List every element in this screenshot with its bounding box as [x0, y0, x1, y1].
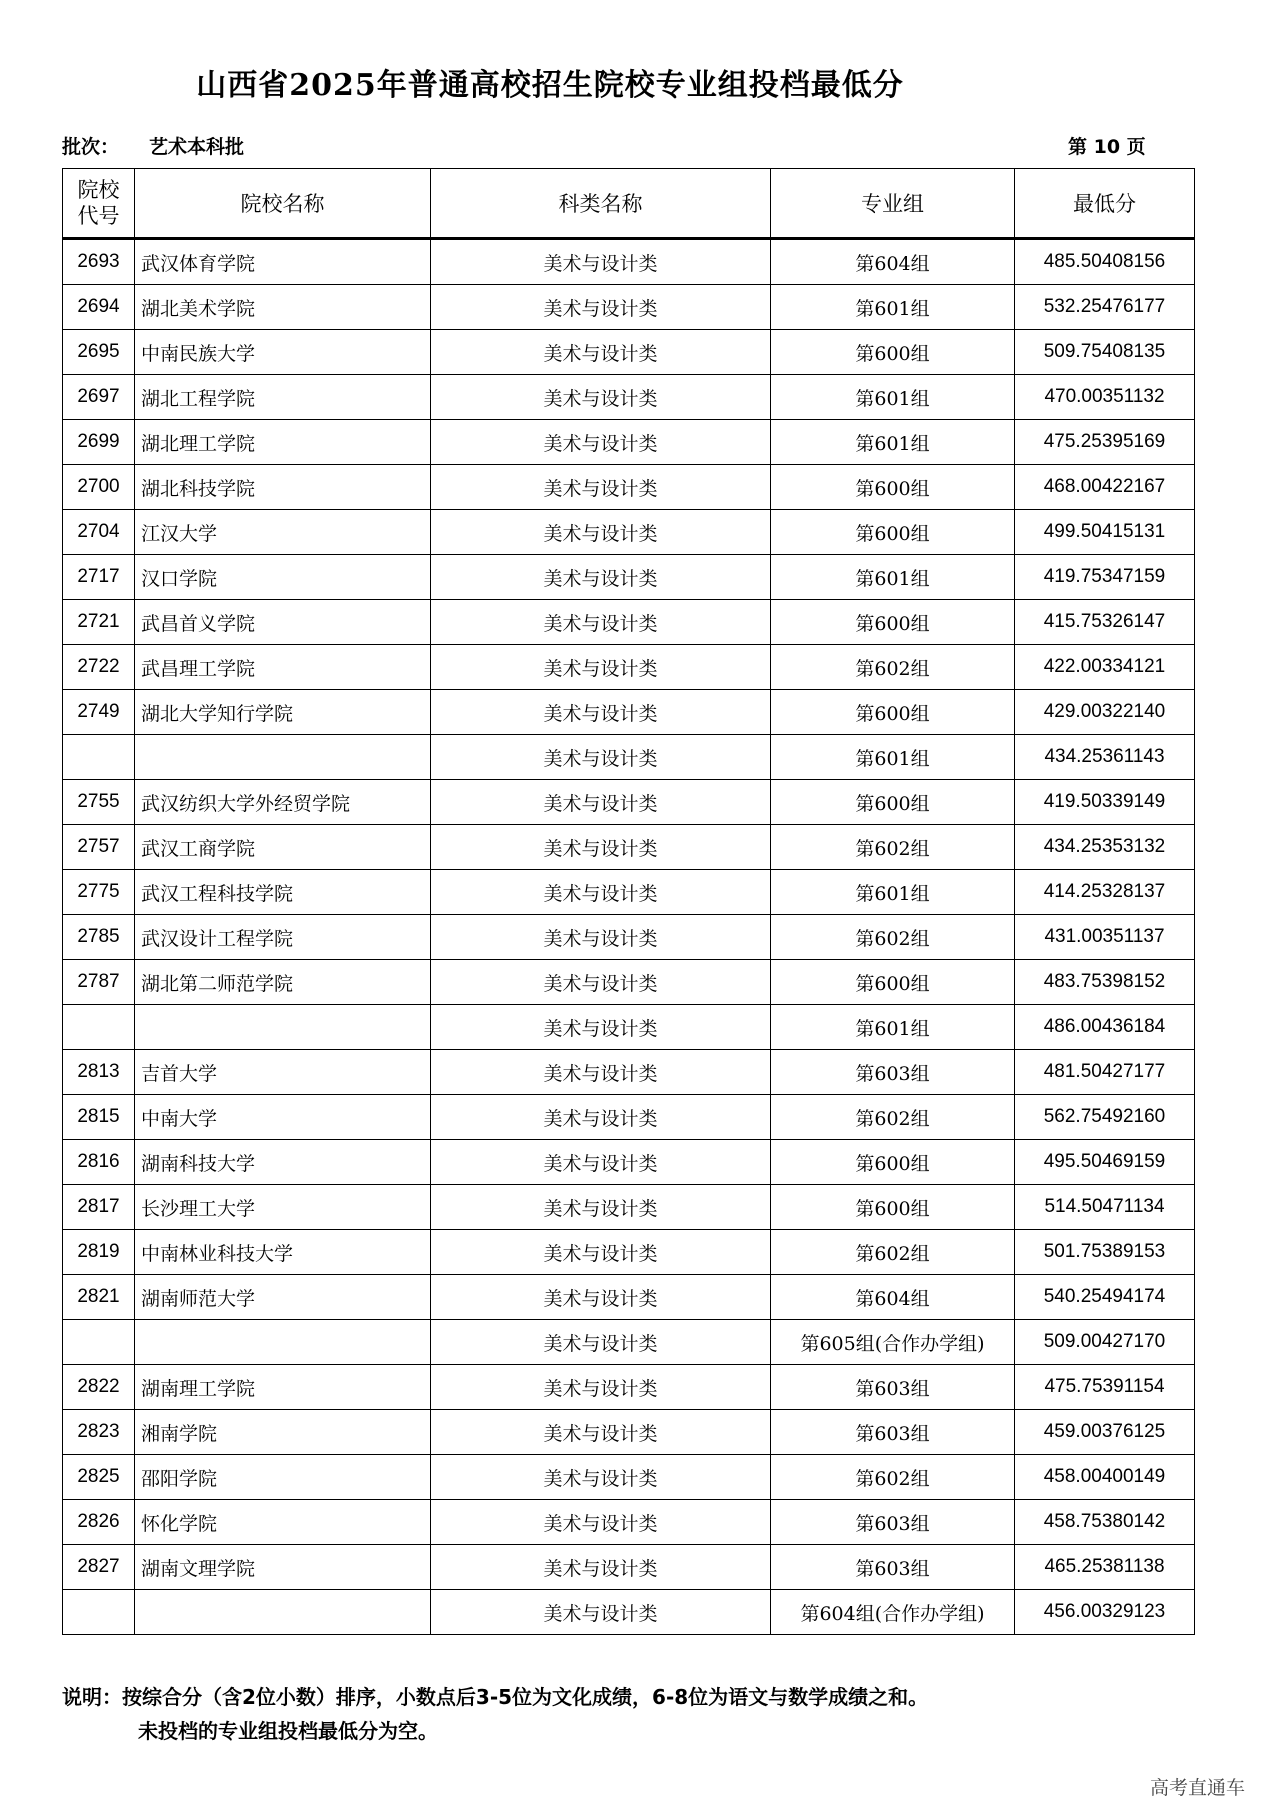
cell-code	[63, 735, 135, 780]
cell-min-score: 456.00329123	[1015, 1590, 1195, 1635]
cell-school-name	[135, 1590, 431, 1635]
table-row	[63, 960, 1195, 1005]
cell-code: 2693	[63, 239, 135, 285]
cell-code: 2704	[63, 510, 135, 555]
cell-min-score: 485.50408156	[1015, 239, 1195, 285]
cell-school-name: 湖北科技学院	[135, 465, 431, 510]
cell-school-name: 江汉大学	[135, 510, 431, 555]
table-row	[63, 1455, 1195, 1500]
cell-group: 第601组	[771, 870, 1015, 915]
cell-group: 第600组	[771, 780, 1015, 825]
table-row	[63, 330, 1195, 375]
cell-school-name: 中南林业科技大学	[135, 1230, 431, 1275]
cell-group: 第600组	[771, 960, 1015, 1005]
cell-code: 2699	[63, 420, 135, 465]
footnote	[62, 1680, 928, 1748]
cell-min-score: 509.00427170	[1015, 1320, 1195, 1365]
table-row	[63, 1320, 1195, 1365]
cell-min-score: 414.25328137	[1015, 870, 1195, 915]
cell-group: 第602组	[771, 1095, 1015, 1140]
cell-code: 2813	[63, 1050, 135, 1095]
cell-group: 第604组(合作办学组)	[771, 1590, 1015, 1635]
batch-info	[62, 132, 244, 159]
cell-code: 2817	[63, 1185, 135, 1230]
table-row	[63, 239, 1195, 285]
cell-code: 2717	[63, 555, 135, 600]
cell-school-name: 湖北工程学院	[135, 375, 431, 420]
cell-category: 美术与设计类	[431, 285, 771, 330]
cell-code	[63, 1590, 135, 1635]
cell-min-score: 486.00436184	[1015, 1005, 1195, 1050]
header-group: 专业组	[771, 169, 1015, 239]
table-row	[63, 780, 1195, 825]
cell-min-score: 422.00334121	[1015, 645, 1195, 690]
cell-category: 美术与设计类	[431, 1005, 771, 1050]
header-code	[63, 169, 135, 239]
cell-group: 第601组	[771, 285, 1015, 330]
table-row	[63, 1545, 1195, 1590]
header-score: 最低分	[1015, 169, 1195, 239]
cell-min-score: 468.00422167	[1015, 465, 1195, 510]
cell-code: 2755	[63, 780, 135, 825]
cell-min-score: 514.50471134	[1015, 1185, 1195, 1230]
cell-category: 美术与设计类	[431, 600, 771, 645]
cell-category: 美术与设计类	[431, 465, 771, 510]
cell-min-score: 458.00400149	[1015, 1455, 1195, 1500]
cell-category: 美术与设计类	[431, 1140, 771, 1185]
cell-min-score: 434.25353132	[1015, 825, 1195, 870]
cell-min-score: 431.00351137	[1015, 915, 1195, 960]
cell-code: 2826	[63, 1500, 135, 1545]
cell-min-score: 540.25494174	[1015, 1275, 1195, 1320]
cell-school-name: 武汉设计工程学院	[135, 915, 431, 960]
cell-school-name: 武汉纺织大学外经贸学院	[135, 780, 431, 825]
cell-code: 2694	[63, 285, 135, 330]
cell-school-name: 武汉体育学院	[135, 239, 431, 285]
table-row	[63, 1095, 1195, 1140]
watermark-text: 高考直通车	[1150, 1777, 1246, 1799]
cell-school-name	[135, 1320, 431, 1365]
table-row	[63, 1275, 1195, 1320]
cell-min-score: 429.00322140	[1015, 690, 1195, 735]
cell-group: 第600组	[771, 1140, 1015, 1185]
cell-category: 美术与设计类	[431, 1410, 771, 1455]
cell-min-score: 459.00376125	[1015, 1410, 1195, 1455]
cell-code: 2775	[63, 870, 135, 915]
cell-category: 美术与设计类	[431, 239, 771, 285]
cell-group: 第602组	[771, 915, 1015, 960]
table-row	[63, 1590, 1195, 1635]
cell-code: 2721	[63, 600, 135, 645]
cell-category: 美术与设计类	[431, 375, 771, 420]
footnote-line1: 说明：按综合分（含2位小数）排序，小数点后3-5位为文化成绩，6-8位为语文与数学成绩之和。	[62, 1685, 929, 1709]
cell-school-name: 吉首大学	[135, 1050, 431, 1095]
cell-code: 2785	[63, 915, 135, 960]
table-row	[63, 1410, 1195, 1455]
cell-group: 第603组	[771, 1050, 1015, 1095]
cell-min-score: 532.25476177	[1015, 285, 1195, 330]
cell-code: 2697	[63, 375, 135, 420]
cell-school-name: 武昌理工学院	[135, 645, 431, 690]
cell-min-score: 419.50339149	[1015, 780, 1195, 825]
cell-group: 第601组	[771, 555, 1015, 600]
batch-label: 批次：	[62, 136, 120, 158]
cell-code	[63, 1005, 135, 1050]
cell-category: 美术与设计类	[431, 1050, 771, 1095]
cell-group: 第600组	[771, 1185, 1015, 1230]
cell-category: 美术与设计类	[431, 555, 771, 600]
table-row	[63, 1365, 1195, 1410]
cell-group: 第600组	[771, 465, 1015, 510]
cell-category: 美术与设计类	[431, 1500, 771, 1545]
cell-category: 美术与设计类	[431, 1590, 771, 1635]
cell-min-score: 475.25395169	[1015, 420, 1195, 465]
header-code-line2: 代号	[77, 204, 120, 228]
cell-school-name: 武汉工商学院	[135, 825, 431, 870]
table-body	[63, 239, 1195, 1635]
cell-group: 第601组	[771, 420, 1015, 465]
cell-min-score: 495.50469159	[1015, 1140, 1195, 1185]
header-code-line1: 院校	[77, 178, 120, 202]
cell-group: 第600组	[771, 330, 1015, 375]
cell-school-name: 汉口学院	[135, 555, 431, 600]
batch-value: 艺术本科批	[149, 136, 245, 158]
cell-group: 第604组	[771, 1275, 1015, 1320]
cell-school-name: 湖南师范大学	[135, 1275, 431, 1320]
cell-code: 2827	[63, 1545, 135, 1590]
cell-code: 2757	[63, 825, 135, 870]
cell-school-name: 湖南文理学院	[135, 1545, 431, 1590]
cell-min-score: 483.75398152	[1015, 960, 1195, 1005]
cell-group: 第600组	[771, 510, 1015, 555]
table-row	[63, 870, 1195, 915]
cell-min-score: 509.75408135	[1015, 330, 1195, 375]
cell-group: 第601组	[771, 1005, 1015, 1050]
cell-min-score: 458.75380142	[1015, 1500, 1195, 1545]
cell-category: 美术与设计类	[431, 915, 771, 960]
table-header-row	[63, 169, 1195, 239]
table-row	[63, 600, 1195, 645]
cell-category: 美术与设计类	[431, 825, 771, 870]
table-row	[63, 735, 1195, 780]
footnote-line2: 未投档的专业组投档最低分为空。	[138, 1719, 438, 1743]
cell-category: 美术与设计类	[431, 420, 771, 465]
cell-category: 美术与设计类	[431, 960, 771, 1005]
cell-group: 第603组	[771, 1365, 1015, 1410]
table-row	[63, 825, 1195, 870]
cell-category: 美术与设计类	[431, 1320, 771, 1365]
cell-category: 美术与设计类	[431, 735, 771, 780]
cell-group: 第603组	[771, 1500, 1015, 1545]
cell-code: 2787	[63, 960, 135, 1005]
cell-category: 美术与设计类	[431, 1275, 771, 1320]
cell-category: 美术与设计类	[431, 330, 771, 375]
cell-group: 第602组	[771, 645, 1015, 690]
cell-category: 美术与设计类	[431, 1545, 771, 1590]
table-row	[63, 645, 1195, 690]
cell-school-name: 怀化学院	[135, 1500, 431, 1545]
cell-category: 美术与设计类	[431, 1095, 771, 1140]
cell-code: 2749	[63, 690, 135, 735]
cell-school-name: 湖北美术学院	[135, 285, 431, 330]
cell-group: 第602组	[771, 1230, 1015, 1275]
cell-code	[63, 1320, 135, 1365]
cell-min-score: 475.75391154	[1015, 1365, 1195, 1410]
cell-group: 第603组	[771, 1545, 1015, 1590]
table-row	[63, 1005, 1195, 1050]
cell-code: 2821	[63, 1275, 135, 1320]
cell-min-score: 562.75492160	[1015, 1095, 1195, 1140]
table-row	[63, 555, 1195, 600]
cell-school-name: 湖北大学知行学院	[135, 690, 431, 735]
cell-group: 第602组	[771, 1455, 1015, 1500]
table-row	[63, 285, 1195, 330]
cell-category: 美术与设计类	[431, 645, 771, 690]
scores-table	[62, 168, 1195, 1635]
header-category: 科类名称	[431, 169, 771, 239]
page-number: 第 10 页	[1068, 136, 1146, 158]
table-row	[63, 420, 1195, 465]
table-row	[63, 375, 1195, 420]
cell-code: 2695	[63, 330, 135, 375]
table-row	[63, 1500, 1195, 1545]
cell-code: 2700	[63, 465, 135, 510]
cell-min-score: 465.25381138	[1015, 1545, 1195, 1590]
cell-school-name: 武汉工程科技学院	[135, 870, 431, 915]
cell-category: 美术与设计类	[431, 510, 771, 555]
table-row	[63, 465, 1195, 510]
cell-group: 第605组(合作办学组)	[771, 1320, 1015, 1365]
cell-group: 第600组	[771, 690, 1015, 735]
cell-school-name: 湘南学院	[135, 1410, 431, 1455]
cell-code: 2819	[63, 1230, 135, 1275]
cell-min-score: 470.00351132	[1015, 375, 1195, 420]
cell-group: 第603组	[771, 1410, 1015, 1455]
cell-category: 美术与设计类	[431, 870, 771, 915]
cell-group: 第600组	[771, 600, 1015, 645]
cell-school-name: 湖北理工学院	[135, 420, 431, 465]
cell-group: 第601组	[771, 735, 1015, 780]
cell-min-score: 499.50415131	[1015, 510, 1195, 555]
cell-min-score: 501.75389153	[1015, 1230, 1195, 1275]
cell-min-score: 434.25361143	[1015, 735, 1195, 780]
cell-code: 2823	[63, 1410, 135, 1455]
table-row	[63, 915, 1195, 960]
table-row	[63, 1185, 1195, 1230]
cell-group: 第602组	[771, 825, 1015, 870]
cell-min-score: 481.50427177	[1015, 1050, 1195, 1095]
cell-school-name: 中南大学	[135, 1095, 431, 1140]
cell-code: 2825	[63, 1455, 135, 1500]
table-row	[63, 1140, 1195, 1185]
cell-category: 美术与设计类	[431, 1455, 771, 1500]
cell-school-name: 湖北第二师范学院	[135, 960, 431, 1005]
table-row	[63, 510, 1195, 555]
cell-code: 2815	[63, 1095, 135, 1140]
cell-group: 第601组	[771, 375, 1015, 420]
cell-school-name: 邵阳学院	[135, 1455, 431, 1500]
cell-code: 2722	[63, 645, 135, 690]
table-row	[63, 690, 1195, 735]
cell-school-name: 湖南科技大学	[135, 1140, 431, 1185]
cell-school-name	[135, 735, 431, 780]
cell-category: 美术与设计类	[431, 1365, 771, 1410]
cell-category: 美术与设计类	[431, 690, 771, 735]
cell-school-name: 长沙理工大学	[135, 1185, 431, 1230]
header-name: 院校名称	[135, 169, 431, 239]
table-row	[63, 1230, 1195, 1275]
cell-code: 2816	[63, 1140, 135, 1185]
cell-code: 2822	[63, 1365, 135, 1410]
table-row	[63, 1050, 1195, 1095]
cell-school-name: 中南民族大学	[135, 330, 431, 375]
cell-category: 美术与设计类	[431, 1185, 771, 1230]
cell-school-name: 湖南理工学院	[135, 1365, 431, 1410]
cell-min-score: 419.75347159	[1015, 555, 1195, 600]
cell-school-name	[135, 1005, 431, 1050]
page-title: 山西省2025年普通高校招生院校专业组投档最低分	[196, 68, 904, 103]
cell-category: 美术与设计类	[431, 1230, 771, 1275]
cell-min-score: 415.75326147	[1015, 600, 1195, 645]
cell-school-name: 武昌首义学院	[135, 600, 431, 645]
cell-category: 美术与设计类	[431, 780, 771, 825]
cell-group: 第604组	[771, 239, 1015, 285]
